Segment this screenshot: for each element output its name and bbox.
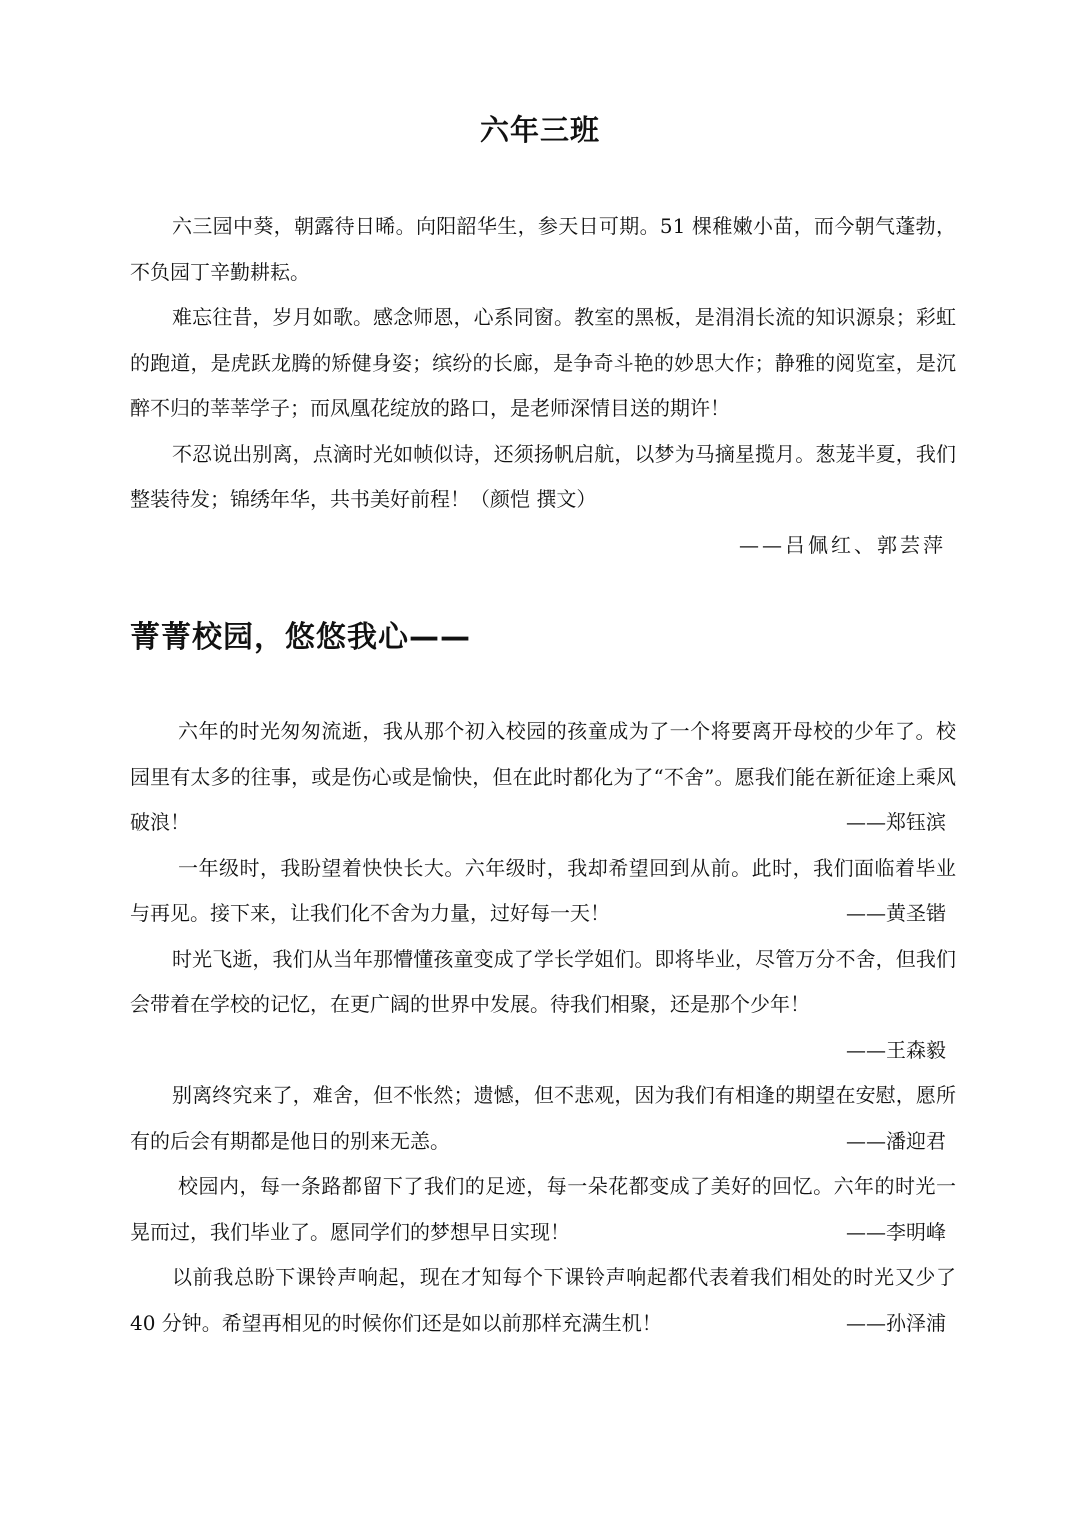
message-text: 一年级时，我盼望着快快长大。六年级时，我却希望回到从前。此时，我们面临着毕业与再见。接下来，让我们化不舍为力量，过好每一天！ xyxy=(130,855,956,925)
message-4 xyxy=(130,1073,956,1164)
intro-paragraph-2: 难忘往昔，岁月如歌。感念师恩，心系同窗。教室的黑板，是涓涓长流的知识源泉；彩虹的跑道，是虎跃龙腾的矫健身姿；缤纷的长廊，是争奇斗艳的妙思大作；静雅的阅览室，是沉醉不归的莘莘学子；而凤凰花绽放的路口，是老师深情目送的期许！ xyxy=(130,305,956,420)
message-author: ——李明峰 xyxy=(846,1219,946,1244)
teacher-signature: ——吕佩红、郭芸萍 xyxy=(739,532,946,557)
message-author: ——孙泽浦 xyxy=(846,1310,946,1335)
message-6 xyxy=(130,1255,956,1346)
message-5 xyxy=(130,1164,956,1255)
intro-paragraph-1: 六三园中葵，朝露待日晞。向阳韶华生，参天日可期。51 棵稚嫩小苗，而今朝气蓬勃，不负园丁辛勤耕耘。 xyxy=(130,214,956,284)
message-author: ——潘迎君 xyxy=(846,1128,946,1153)
page-title: 六年三班 xyxy=(479,113,600,147)
class-intro xyxy=(130,204,956,568)
intro-paragraph-3: 不忍说出别离，点滴时光如帧似诗，还须扬帆启航，以梦为马摘星揽月。葱茏半夏，我们整装待发；锦绣年华，共书美好前程！（颜恺 撰文） xyxy=(130,441,956,511)
message-text: 六年的时光匆匆流逝，我从那个初入校园的孩童成为了一个将要离开母校的少年了。校园里有太多的往事，或是伤心或是愉快，但在此时都化为了“不舍”。愿我们能在新征途上乘风破浪！ xyxy=(130,719,956,834)
message-2 xyxy=(130,846,956,937)
message-author: ——王森毅 xyxy=(846,1037,946,1062)
message-text: 别离终究来了，难舍，但不怅然；遗憾，但不悲观，因为我们有相逢的期望在安慰，愿所有的后会有期都是他日的别来无恙。 xyxy=(130,1083,956,1153)
section-heading: 菁菁校园，悠悠我心—— xyxy=(130,620,471,655)
student-messages xyxy=(130,709,956,1346)
message-text: 校园内，每一条路都留下了我们的足迹，每一朵花都变成了美好的回忆。六年的时光一晃而过，我们毕业了。愿同学们的梦想早日实现！ xyxy=(130,1174,956,1244)
message-text: 以前我总盼下课铃声响起，现在才知每个下课铃声响起都代表着我们相处的时光又少了 40 分钟。希望再相见的时候你们还是如以前那样充满生机！ xyxy=(130,1265,956,1335)
message-3 xyxy=(130,937,956,1028)
message-author: ——郑钰滨 xyxy=(846,810,946,834)
message-1 xyxy=(130,709,956,846)
message-text: 时光飞逝，我们从当年那懵懂孩童变成了学长学姐们。即将毕业，尽管万分不舍，但我们会带着在学校的记忆，在更广阔的世界中发展。待我们相聚，还是那个少年！ xyxy=(130,946,956,1016)
message-author: ——黄圣锴 xyxy=(846,901,946,925)
